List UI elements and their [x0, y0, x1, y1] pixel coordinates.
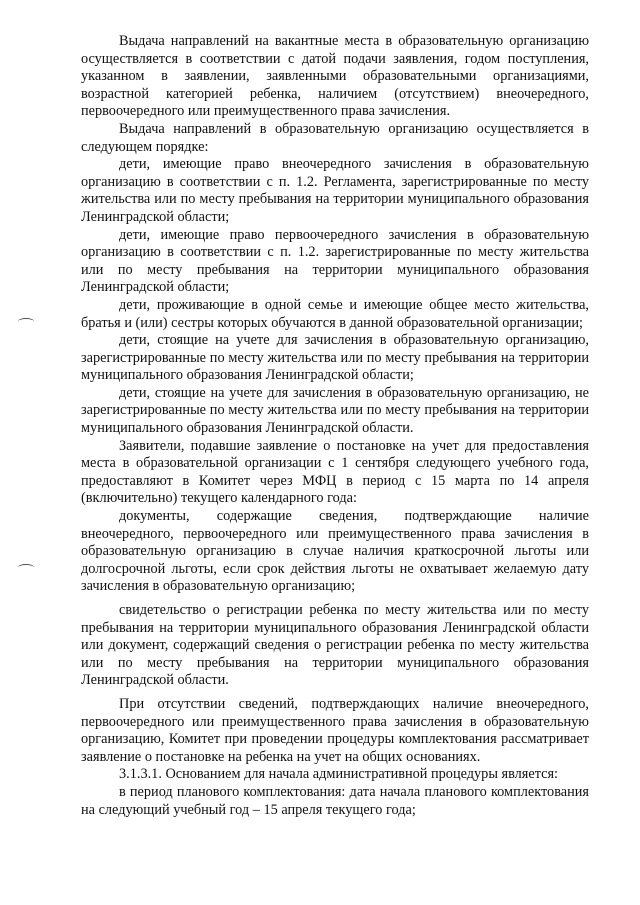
paragraph-issuance-sequence: Выдача направлений в образовательную организацию осуществляется в следующем порядке: [81, 120, 589, 155]
paragraph-section-3-1-3-1: 3.1.3.1. Основанием для начала административной процедуры является: [119, 766, 559, 783]
list-item-documents: документы, содержащие сведения, подтверждающие наличие внеочередного, первоочередного или преимущественного права зачисления в образовательную организацию в случае наличия краткосрочной льготы или долгосрочной льготы, если срок действия льготы не охватывает желаемую дату зачисления в образовательную организацию; [81, 508, 589, 595]
list-item-extraordinary-right: дети, имеющие право внеочередного зачисления в образовательную организацию в соответствии с п. 1.2. Регламента, зарегистрированные по месту жительства или по месту пребывания на территории муниципального образования Ленинградской области; [81, 156, 589, 225]
scan-mark-top [18, 318, 34, 325]
paragraph-planned-recruitment: в период планового комплектования: дата начала планового комплектования на следующий учебный год – 15 апреля текущего года; [81, 783, 589, 818]
list-item-priority-right: дети, имеющие право первоочередного зачисления в образовательную организацию в соответствии с п. 1.2. зарегистрированные по месту жительства или по месту пребывания на территории муниципального образования Ленинградской области; [81, 226, 589, 296]
scan-mark-bottom [18, 564, 34, 571]
paragraph-issuance-order: Выдача направлений на вакантные места в образовательную организацию осуществляется в соответствии с датой подачи заявления, годом поступления, указанном в заявлении, заявленными образовательными организациями, возрастной категорией ребенка, наличием (отсутствием) внеочередного, первоочередного или преимущественного права зачисления. [81, 33, 589, 120]
paragraph-applicants: Заявители, подавшие заявление о постановке на учет для предоставления места в образовательной организации с 1 сентября следующего учебного года, предоставляют в Комитет через МФЦ в период с 15 марта по 14 апреля (включительно) текущего календарного года: [81, 437, 589, 507]
list-item-registration-certificate: свидетельство о регистрации ребенка по месту жительства или по месту пребывания на территории муниципального образования Ленинградской области или документ, содержащий сведения о регистрации ребенка по месту жительства или по месту пребывания на территории муниципального образования Ленинградской области. [81, 602, 589, 689]
list-item-not-registered: дети, стоящие на учете для зачисления в образовательную организацию, не зарегистрированные по месту жительства или по месту пребывания на территории муниципального образования Ленинградской области. [81, 384, 589, 437]
list-item-siblings: дети, проживающие в одной семье и имеющие общее место жительства, братья и (или) сестры которых обучаются в данной образовательной организации; [81, 296, 589, 331]
document-page [81, 33, 589, 819]
paragraph-absence-of-info: При отсутствии сведений, подтверждающих наличие внеочередного, первоочередного или преимущественного права зачисления в образовательную организацию, Комитет при проведении процедуры комплектования рассматривает заявление о постановке на ребенка на учет на общих основаниях. [81, 695, 589, 765]
list-item-registered: дети, стоящие на учете для зачисления в образовательную организацию, зарегистрированные по месту жительства или по месту пребывания на территории муниципального образования Ленинградской области; [81, 332, 589, 384]
